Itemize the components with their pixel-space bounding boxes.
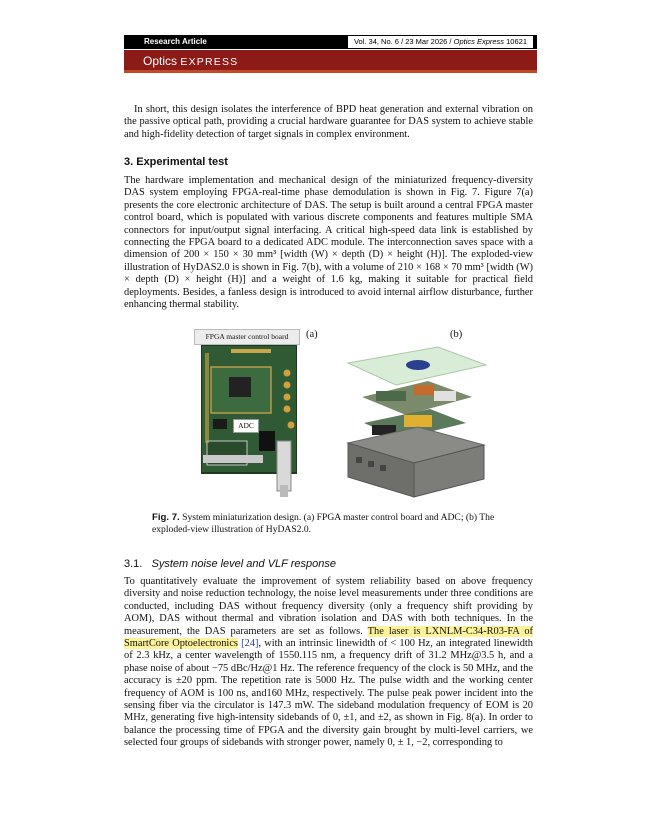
reference-link[interactable]: [24] [237, 638, 259, 650]
figure-caption-label: Fig. 7. [152, 512, 180, 523]
fpga-board-label: FPGA master control board [194, 329, 300, 345]
subsection-heading: 3.1. System noise level and VLF response [124, 558, 336, 570]
intro-paragraph: In short, this design isolates the interference of BPD heat generation and external vibration on the passive optical path, providing a crucial hardware guarantee for DAS system to achieve stable and high-fidelity detection of target signals in complex environment. [124, 104, 533, 140]
figure-panel-a-label: (a) [306, 329, 318, 340]
exploded-view-illustration [334, 345, 494, 500]
article-type: Research Article [144, 37, 207, 46]
section-heading: 3. Experimental test [124, 156, 228, 168]
citation-line: Vol. 34, No. 6 / 23 Mar 2026 / Optics Express 10621 [348, 36, 533, 48]
adc-label: ADC [233, 419, 259, 433]
highlighted-text: The laser is LXNLM-C34-R03-FA of SmartCore Optoelectronics [124, 625, 533, 650]
figure-caption: Fig. 7. System miniaturization design. (a) FPGA master control board and ADC; (b) The exploded-view illustration of HyDAS2.0. [152, 512, 495, 535]
figure-panel-b-label: (b) [450, 329, 463, 340]
journal-logo: Optics EXPRESS [143, 54, 239, 68]
section3-paragraph: The hardware implementation and mechanical design of the miniaturized frequency-diversity DAS system employing FPGA-real-time phase demodulation is shown in Fig. 7. Figure 7(a) presents the core electronic architecture of DAS. The setup is built around a central FPGA master control board, which is populated with various discrete components and features multiple SMA connectors for input/output signal interfacing. A critical high-speed data link is established by connecting the FPGA board to a dedicated ADC module. The interconnection saves space with a dimension of 200 × 150 × 30 mm³ [width (W) × depth (D) × height (H)]. The exploded-view illustration of HyDAS2.0 is shown in Fig. 7(b), with a volume of 210 × 168 × 70 mm³ [width (W) × depth (D) × height (H)] and a weight of 1.6 kg, making it suitable for practical field deployments. Besides, a fanless design is introduced to avoid internal airflow disturbance, further enhancing thermal stability. [124, 175, 533, 311]
journal-name: Optics Express [453, 37, 505, 46]
section31-paragraph: To quantitatively evaluate the improvement of system reliability based on above frequency diversity and noise reduction technology, the noise level measurements under three conditions are conducted, including DAS without frequency diversity (only a frequency shift providing by AOM), DAS without thermal and vibration isolation and DAS with both techniques. In the measurement, the DAS parameters are set as follows. The laser is LXNLM-C34-R03-FA of SmartCore Optoelectronics [24], with an intrinsic linewidth of < 100 Hz, an integrated linewidth of 2.3 kHz, a center wavelength of 1550.115 nm, a frequency drift of 31.2 MHz@3.5 h, and a phase noise of about −75 dBc/Hz@1 Hz. The reference frequency of the clock is 50 MHz, and the accuracy is ±20 ppm. The repetition rate is 5000 Hz. The pulse width and the working center frequency of AOM is 100 ns, and160 MHz, respectively. The pulse peak power incident into the sensing fiber via the circulator is 147.3 mW. The sideband modulation frequency of EOM is 20 MHz, generating five high-intensity sidebands of 0, ±1, and ±2, as shown in Fig. 8(a). In order to balance the processing time of FPGA and the diversity gain brought by multi-level carriers, we selected four groups of sidebands with stronger power, namely 0, ± 1, −2, corresponding to [124, 576, 533, 749]
